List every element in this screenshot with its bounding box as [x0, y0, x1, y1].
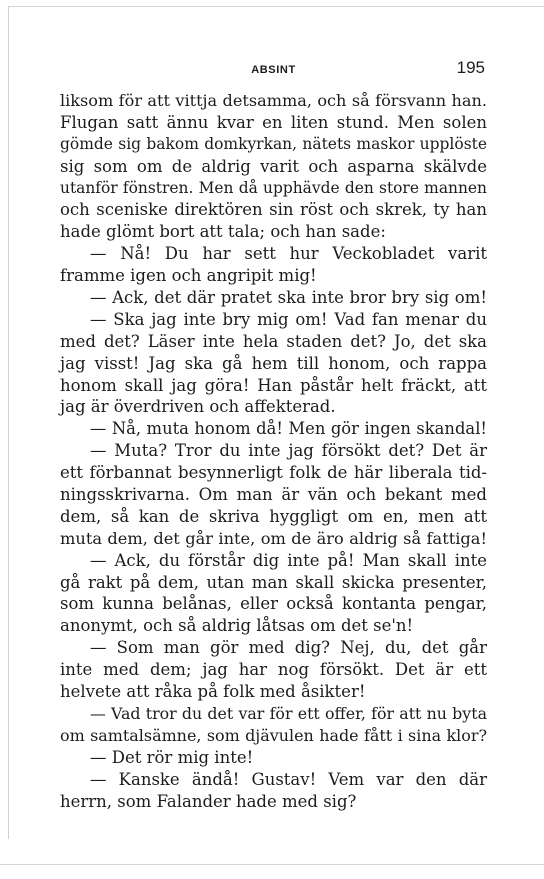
text-line: — Kanske ändå! Gustav! Vem var den där: [90, 769, 487, 789]
text-line: liksom för att vittja detsamma, och så försvann han.: [60, 91, 487, 110]
text-line: gå rakt på dem, utan man skall skicka presenter,: [60, 572, 487, 592]
text-line: framme igen och angripit mig!: [60, 266, 317, 286]
text-line: och sceniske direktören sin röst och skrek, ty han: [60, 200, 487, 220]
text-line: muta dem, det går inte, om de äro aldrig så fattiga!: [60, 528, 487, 548]
text-line: sig som om de aldrig varit och asparna skälvde: [60, 156, 487, 176]
text-line: helvete att råka på folk med åsikter!: [60, 682, 366, 702]
body-text: [60, 90, 487, 812]
text-line: ningsskrivarna. Om man är vän och bekant med: [60, 485, 487, 505]
running-title: ABSINT: [251, 64, 296, 76]
text-line: inte med dem; jag har nog försökt. Det är ett: [60, 660, 487, 680]
text-line: — Ack, du förstår dig inte på! Man skall inte: [90, 550, 487, 570]
text-line: honom skall jag göra! Han påstår helt fräckt, att: [60, 375, 487, 395]
text-line: jag är överdriven och affekterad.: [60, 397, 336, 417]
page-edge-top: [8, 6, 544, 7]
text-line: — Det rör mig inte!: [90, 747, 254, 767]
text-line: ett förbannat besynnerligt folk de här liberala tid-: [60, 463, 487, 483]
text-line: — Muta? Tror du inte jag försökt det? Det är: [90, 441, 487, 461]
text-line: — Som man gör med dig? Nej, du, det går: [90, 638, 487, 658]
text-line: — Nå! Du har sett hur Veckobladet varit: [90, 244, 487, 264]
text-line: hade glömt bort att tala; och han sade:: [60, 222, 386, 242]
page-edge-bottom: [0, 864, 544, 865]
text-line: dem, så kan de skriva hyggligt om en, men att: [60, 506, 487, 526]
text-line: Flugan satt ännu kvar en liten stund. Men solen: [60, 112, 487, 132]
text-line: om samtalsämne, som djävulen hade fått i sina klor?: [60, 725, 487, 745]
text-line: med det? Läser inte hela staden det? Jo, det ska: [60, 331, 487, 351]
text-line: — Ska jag inte bry mig om! Vad fan menar du: [90, 309, 487, 329]
page-number: 195: [456, 58, 485, 77]
text-line: — Nå, muta honom då! Men gör ingen skandal!: [90, 419, 487, 439]
text-line: anonymt, och så aldrig låtsas om det se'n!: [60, 616, 414, 636]
text-line: — Vad tror du det var för ett offer, för att nu byta: [90, 703, 487, 723]
text-line: utanför fönstren. Men då upphävde den store mannen: [60, 178, 487, 197]
page-header: [60, 58, 487, 82]
text-line: — Ack, det där pratet ska inte bror bry sig om!: [90, 288, 487, 308]
page-edge-left: [8, 6, 9, 839]
text-line: gömde sig bakom domkyrkan, nätets maskor upplöste: [60, 134, 487, 153]
text-line: jag visst! Jag ska gå hem till honom, och rappa: [60, 353, 487, 373]
text-line: herrn, som Falander hade med sig?: [60, 791, 357, 811]
text-line: som kunna belånas, eller också kontanta pengar,: [60, 594, 487, 614]
